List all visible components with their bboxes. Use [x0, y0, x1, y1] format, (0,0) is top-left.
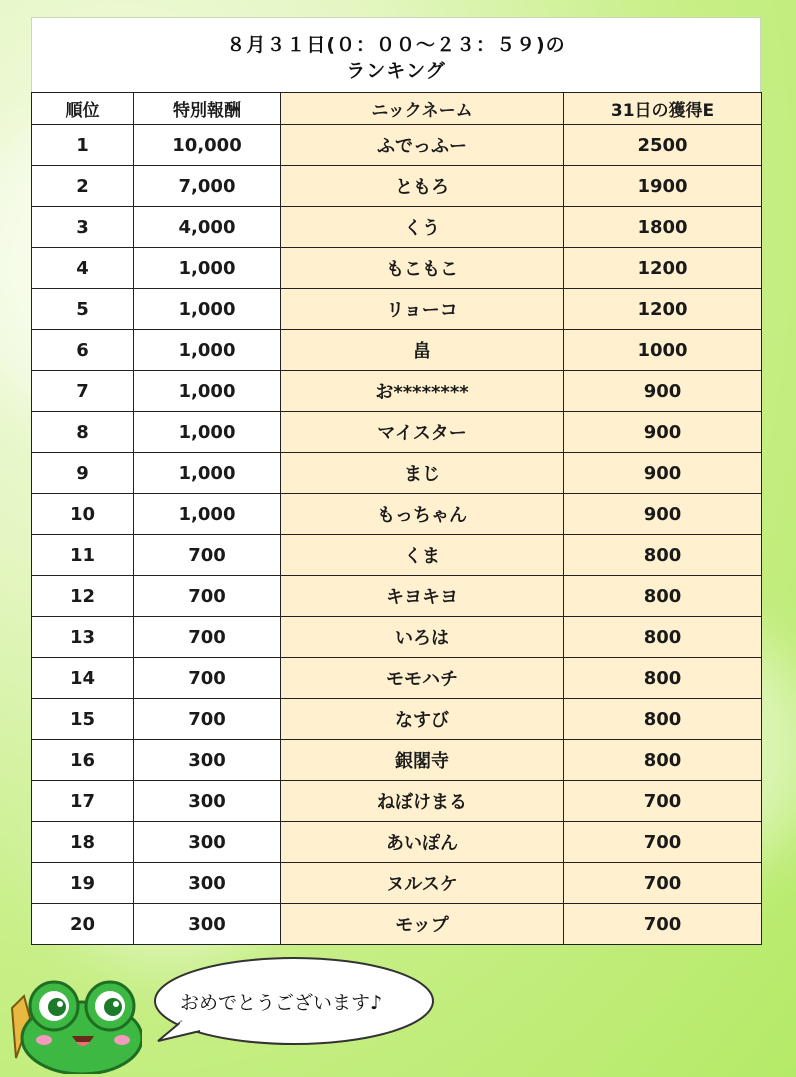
points-cell: 700: [564, 863, 762, 904]
rank-cell: 4: [32, 248, 134, 289]
nickname-cell: なすび: [281, 699, 564, 740]
table-row: [32, 412, 762, 453]
reward-cell: 300: [134, 740, 281, 781]
rank-cell: 6: [32, 330, 134, 371]
reward-cell: 1,000: [134, 494, 281, 535]
rank-cell: 11: [32, 535, 134, 576]
points-cell: 700: [564, 822, 762, 863]
points-cell: 2500: [564, 125, 762, 166]
nickname-cell: モップ: [281, 904, 564, 945]
nickname-cell: 銀閣寺: [281, 740, 564, 781]
table-row: [32, 822, 762, 863]
rank-cell: 9: [32, 453, 134, 494]
nickname-cell: もこもこ: [281, 248, 564, 289]
nickname-cell: ヌルスケ: [281, 863, 564, 904]
ranking-table: [31, 92, 762, 945]
rank-cell: 1: [32, 125, 134, 166]
rank-cell: 16: [32, 740, 134, 781]
points-cell: 1800: [564, 207, 762, 248]
nickname-cell: くま: [281, 535, 564, 576]
reward-cell: 1,000: [134, 248, 281, 289]
table-row: [32, 289, 762, 330]
table-row: [32, 617, 762, 658]
points-cell: 800: [564, 617, 762, 658]
rank-cell: 19: [32, 863, 134, 904]
reward-cell: 700: [134, 576, 281, 617]
table-row: [32, 207, 762, 248]
reward-cell: 700: [134, 617, 281, 658]
reward-cell: 7,000: [134, 166, 281, 207]
table-row: [32, 125, 762, 166]
table-row: [32, 371, 762, 412]
points-cell: 800: [564, 535, 762, 576]
nickname-cell: ともろ: [281, 166, 564, 207]
table-row: [32, 904, 762, 945]
header-nickname: ニックネーム: [281, 93, 564, 125]
points-cell: 1900: [564, 166, 762, 207]
table-row: [32, 576, 762, 617]
reward-cell: 1,000: [134, 289, 281, 330]
reward-cell: 1,000: [134, 330, 281, 371]
table-row: [32, 535, 762, 576]
reward-cell: 1,000: [134, 371, 281, 412]
points-cell: 900: [564, 453, 762, 494]
ranking-sheet: [31, 17, 761, 945]
ranking-title-line2: ランキング: [346, 60, 446, 82]
rank-cell: 13: [32, 617, 134, 658]
table-row: [32, 494, 762, 535]
nickname-cell: リョーコ: [281, 289, 564, 330]
table-row: [32, 330, 762, 371]
rank-cell: 20: [32, 904, 134, 945]
header-points: 31日の獲得E: [564, 93, 762, 125]
rank-cell: 2: [32, 166, 134, 207]
points-cell: 800: [564, 740, 762, 781]
table-header-row: [32, 93, 762, 125]
nickname-cell: 畠: [281, 330, 564, 371]
rank-cell: 17: [32, 781, 134, 822]
ranking-title: [31, 17, 761, 92]
nickname-cell: いろは: [281, 617, 564, 658]
nickname-cell: ふでっふー: [281, 125, 564, 166]
points-cell: 800: [564, 576, 762, 617]
ranking-title-line1: ８月３１日(０：００～２３：５９)の: [226, 34, 566, 56]
reward-cell: 1,000: [134, 412, 281, 453]
nickname-cell: あいぽん: [281, 822, 564, 863]
points-cell: 1200: [564, 289, 762, 330]
table-row: [32, 863, 762, 904]
reward-cell: 300: [134, 781, 281, 822]
points-cell: 900: [564, 371, 762, 412]
points-cell: 700: [564, 781, 762, 822]
nickname-cell: キヨキヨ: [281, 576, 564, 617]
reward-cell: 300: [134, 863, 281, 904]
nickname-cell: お********: [281, 371, 564, 412]
points-cell: 700: [564, 904, 762, 945]
rank-cell: 7: [32, 371, 134, 412]
congrats-message: おめでとうございます♪: [180, 992, 383, 1014]
points-cell: 800: [564, 658, 762, 699]
rank-cell: 8: [32, 412, 134, 453]
points-cell: 800: [564, 699, 762, 740]
table-row: [32, 453, 762, 494]
reward-cell: 1,000: [134, 453, 281, 494]
nickname-cell: くう: [281, 207, 564, 248]
header-reward: 特別報酬: [134, 93, 281, 125]
table-row: [32, 658, 762, 699]
reward-cell: 700: [134, 658, 281, 699]
points-cell: 1000: [564, 330, 762, 371]
points-cell: 900: [564, 412, 762, 453]
reward-cell: 700: [134, 699, 281, 740]
frog-mascot-icon: [10, 978, 142, 1074]
table-row: [32, 781, 762, 822]
rank-cell: 12: [32, 576, 134, 617]
points-cell: 900: [564, 494, 762, 535]
reward-cell: 10,000: [134, 125, 281, 166]
reward-cell: 300: [134, 904, 281, 945]
nickname-cell: ねぼけまる: [281, 781, 564, 822]
table-row: [32, 699, 762, 740]
header-rank: 順位: [32, 93, 134, 125]
rank-cell: 5: [32, 289, 134, 330]
table-row: [32, 248, 762, 289]
rank-cell: 3: [32, 207, 134, 248]
nickname-cell: もっちゃん: [281, 494, 564, 535]
table-row: [32, 740, 762, 781]
reward-cell: 700: [134, 535, 281, 576]
reward-cell: 300: [134, 822, 281, 863]
table-row: [32, 166, 762, 207]
rank-cell: 15: [32, 699, 134, 740]
rank-cell: 18: [32, 822, 134, 863]
rank-cell: 14: [32, 658, 134, 699]
points-cell: 1200: [564, 248, 762, 289]
nickname-cell: モモハチ: [281, 658, 564, 699]
nickname-cell: マイスター: [281, 412, 564, 453]
nickname-cell: まじ: [281, 453, 564, 494]
reward-cell: 4,000: [134, 207, 281, 248]
rank-cell: 10: [32, 494, 134, 535]
